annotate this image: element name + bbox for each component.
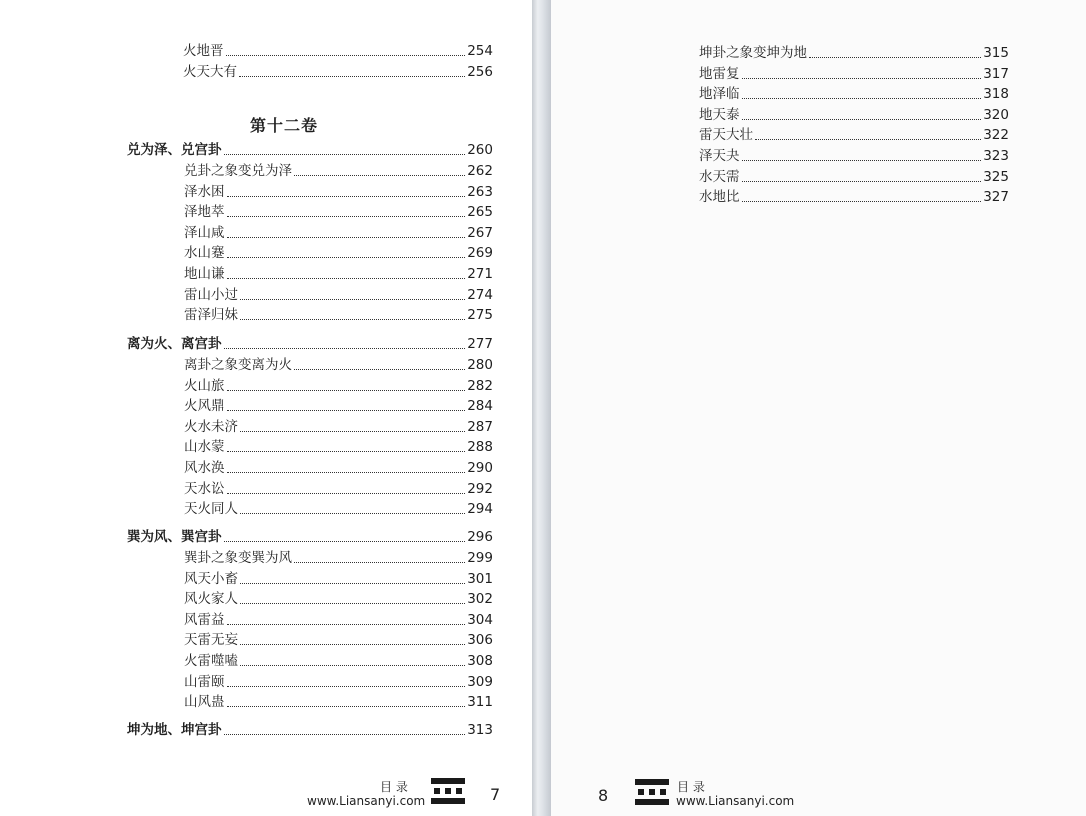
- toc-entry-row: [184, 630, 493, 650]
- entry-title: 地雷复: [699, 65, 740, 82]
- dot-leader: [755, 138, 981, 140]
- entry-title: 火山旅: [184, 377, 225, 394]
- entry-title: 风天小畜: [184, 570, 238, 587]
- entry-page-number: 318: [983, 86, 1009, 103]
- dot-leader: [227, 277, 466, 279]
- entry-page-number: 304: [467, 611, 493, 628]
- entry-page-number: 311: [467, 694, 493, 711]
- dot-leader: [294, 368, 465, 370]
- dot-leader: [742, 200, 982, 202]
- entry-page-number: 323: [983, 148, 1009, 164]
- toc-entry-row: [184, 417, 493, 437]
- entry-page-number: 263: [467, 183, 493, 200]
- entry-page-number: 280: [467, 357, 493, 373]
- dot-leader: [742, 180, 982, 182]
- entry-page-number: 317: [983, 65, 1009, 82]
- dot-leader: [240, 602, 465, 604]
- toc-entry-row: [184, 692, 493, 712]
- entry-page-number: 302: [467, 591, 493, 608]
- toc-entry-row: [184, 479, 493, 499]
- toc-entry-row: [699, 84, 1009, 104]
- toc-entry-row: [699, 105, 1009, 125]
- entry-page-number: 315: [983, 45, 1009, 61]
- dot-leader: [224, 540, 466, 542]
- entry-title: 风水涣: [184, 460, 225, 476]
- toc-entry-row: [699, 125, 1009, 145]
- entry-title: 火风鼎: [184, 398, 225, 415]
- page-number: 7: [490, 785, 501, 804]
- entry-page-number: 269: [467, 245, 493, 262]
- dot-leader: [240, 430, 465, 432]
- entry-title: 泽山咸: [184, 224, 225, 241]
- entry-title: 坤卦之象变坤为地: [699, 45, 807, 61]
- entry-page-number: 313: [467, 722, 493, 738]
- toc-entry-row: [184, 285, 493, 305]
- toc-entry-row: [699, 146, 1009, 166]
- entry-page-number: 254: [467, 43, 493, 59]
- toc-entry-row: [184, 651, 493, 671]
- entry-page-number: 284: [467, 398, 493, 415]
- toc-entry-row: [184, 243, 493, 263]
- dot-leader: [227, 685, 466, 687]
- section-title: 离为火、离宫卦: [127, 336, 222, 352]
- toc-entry-row: [184, 223, 493, 243]
- dot-leader: [227, 256, 466, 258]
- entry-page-number: 309: [467, 673, 493, 690]
- section-title: 坤为地、坤宫卦: [127, 722, 222, 738]
- entry-title: 雷泽归妹: [184, 307, 238, 324]
- entry-page-number: 275: [467, 307, 493, 324]
- footer-url: www.Liansanyi.com: [676, 794, 795, 808]
- toc-entry-row: [699, 43, 1009, 63]
- toc-entry-row: [184, 672, 493, 692]
- entry-title: 离卦之象变离为火: [184, 357, 292, 373]
- toc-entry-row: [699, 187, 1009, 207]
- dot-leader: [227, 623, 466, 625]
- toc-entry-row: [183, 62, 493, 82]
- dot-leader: [224, 733, 466, 735]
- entry-title: 雷山小过: [184, 286, 238, 303]
- toc-entry-row: [184, 548, 493, 568]
- table-of-contents-right: [551, 0, 1086, 816]
- toc-entry-row: [184, 610, 493, 630]
- toc-entry-row: [184, 182, 493, 202]
- page-number: 8: [598, 786, 609, 805]
- entry-title: 山水蒙: [184, 439, 225, 456]
- toc-section-row: [127, 527, 493, 547]
- entry-title: 天水讼: [184, 480, 225, 497]
- trigram-logo-icon: [635, 779, 669, 811]
- toc-entry-row: [184, 569, 493, 589]
- entry-title: 风雷益: [184, 611, 225, 628]
- entry-title: 地山谦: [184, 266, 225, 282]
- dot-leader: [742, 159, 982, 161]
- section-title: 兑为泽、兑宫卦: [127, 142, 222, 158]
- entry-title: 火水未济: [184, 418, 238, 435]
- toc-entry-row: [184, 305, 493, 325]
- entry-page-number: 265: [467, 204, 493, 221]
- entry-page-number: 294: [467, 501, 493, 518]
- dot-leader: [742, 118, 982, 120]
- entry-page-number: 277: [467, 336, 493, 352]
- entry-page-number: 320: [983, 106, 1009, 123]
- dot-leader: [240, 643, 465, 645]
- entry-page-number: 267: [467, 224, 493, 241]
- toc-entry-row: [699, 167, 1009, 187]
- dot-leader: [742, 77, 982, 79]
- toc-entry-row: [184, 396, 493, 416]
- entry-title: 兑卦之象变兑为泽: [184, 163, 292, 179]
- footer-label: 目 录: [380, 780, 408, 794]
- entry-page-number: 327: [983, 189, 1009, 206]
- entry-title: 火地晋: [183, 43, 224, 59]
- footer-label: 目 录: [677, 780, 705, 794]
- dot-leader: [239, 75, 465, 77]
- entry-page-number: 301: [467, 570, 493, 587]
- dot-leader: [227, 492, 466, 494]
- entry-title: 火雷噬嗑: [184, 653, 238, 669]
- entry-title: 水山蹇: [184, 245, 225, 262]
- dot-leader: [240, 664, 465, 666]
- toc-section-row: [127, 334, 493, 354]
- entry-title: 巽卦之象变巽为风: [184, 550, 292, 566]
- entry-page-number: 287: [467, 418, 493, 435]
- entry-title: 泽地萃: [184, 204, 225, 221]
- toc-entry-row: [699, 64, 1009, 84]
- entry-title: 天雷无妄: [184, 632, 238, 649]
- toc-entry-row: [184, 376, 493, 396]
- entry-page-number: 260: [467, 142, 493, 158]
- trigram-logo-icon: [431, 778, 465, 810]
- book-spine: [532, 0, 551, 816]
- left-page: [0, 0, 532, 816]
- entry-title: 雷天大壮: [699, 127, 753, 144]
- dot-leader: [294, 174, 465, 176]
- toc-section-row: [127, 140, 493, 160]
- dot-leader: [240, 582, 465, 584]
- entry-page-number: 299: [467, 550, 493, 566]
- dot-leader: [227, 236, 466, 238]
- entry-page-number: 274: [467, 286, 493, 303]
- dot-leader: [742, 97, 982, 99]
- entry-title: 地天泰: [699, 106, 740, 123]
- entry-title: 风火家人: [184, 591, 238, 608]
- dot-leader: [227, 471, 466, 473]
- dot-leader: [294, 561, 465, 563]
- entry-title: 山雷颐: [184, 673, 225, 690]
- entry-page-number: 271: [467, 266, 493, 282]
- entry-title: 天火同人: [184, 501, 238, 518]
- dot-leader: [227, 409, 466, 411]
- toc-entry-row: [184, 589, 493, 609]
- toc-entry-row: [184, 499, 493, 519]
- toc-entry-row: [184, 161, 493, 181]
- dot-leader: [240, 512, 465, 514]
- toc-entry-row: [184, 264, 493, 284]
- dot-leader: [240, 318, 465, 320]
- entry-page-number: 306: [467, 632, 493, 649]
- toc-entry-row: [184, 355, 493, 375]
- entry-page-number: 288: [467, 439, 493, 456]
- entry-title: 水地比: [699, 189, 740, 206]
- dot-leader: [227, 389, 466, 391]
- dot-leader: [227, 215, 466, 217]
- dot-leader: [240, 298, 465, 300]
- entry-page-number: 282: [467, 377, 493, 394]
- entry-page-number: 308: [467, 653, 493, 669]
- toc-entry-row: [184, 437, 493, 457]
- entry-title: 泽水困: [184, 183, 225, 200]
- right-page: [551, 0, 1086, 816]
- toc-entry-row: [184, 202, 493, 222]
- entry-title: 火天大有: [183, 64, 237, 80]
- dot-leader: [226, 54, 466, 56]
- volume-title: 第十二卷: [250, 116, 319, 135]
- section-title: 巽为风、巽宫卦: [127, 529, 222, 545]
- entry-page-number: 290: [467, 460, 493, 476]
- dot-leader: [809, 56, 981, 58]
- entry-title: 水天需: [699, 168, 740, 185]
- entry-page-number: 325: [983, 168, 1009, 185]
- entry-page-number: 262: [467, 163, 493, 179]
- entry-page-number: 322: [983, 127, 1009, 144]
- dot-leader: [227, 195, 466, 197]
- entry-title: 山风蛊: [184, 694, 225, 711]
- footer-url: www.Liansanyi.com: [307, 794, 426, 808]
- entry-title: 泽天夬: [699, 148, 740, 164]
- entry-page-number: 292: [467, 480, 493, 497]
- dot-leader: [224, 153, 466, 155]
- dot-leader: [227, 450, 466, 452]
- toc-entry-row: [183, 41, 493, 61]
- entry-page-number: 256: [467, 64, 493, 80]
- toc-entry-row: [184, 458, 493, 478]
- dot-leader: [224, 347, 466, 349]
- dot-leader: [227, 705, 466, 707]
- entry-page-number: 296: [467, 529, 493, 545]
- entry-title: 地泽临: [699, 86, 740, 103]
- toc-section-row: [127, 720, 493, 740]
